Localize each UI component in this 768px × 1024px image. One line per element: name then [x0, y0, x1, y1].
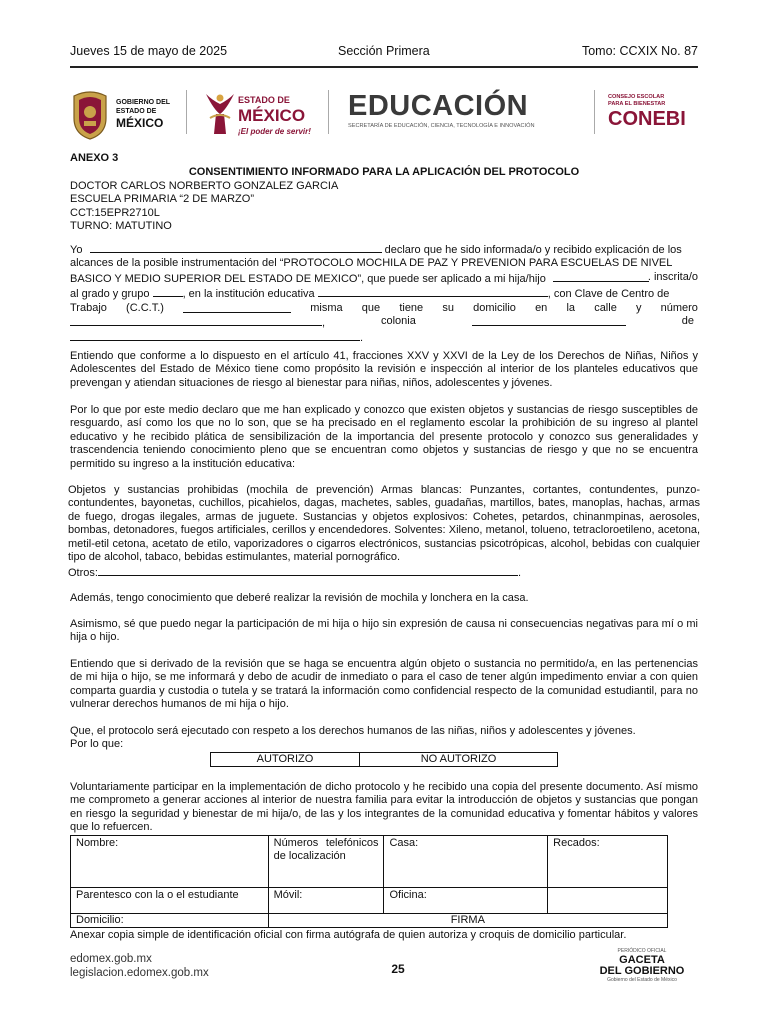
- form-misma: misma: [310, 301, 343, 314]
- conebi-logo: [608, 94, 700, 138]
- conebi-line1: CONSEJO ESCOLAR: [608, 94, 665, 100]
- student-name-field[interactable]: [553, 271, 649, 282]
- movil-cell[interactable]: Móvil:: [268, 888, 384, 914]
- otros-label: Otros:: [68, 567, 98, 579]
- numeros-cell: Números telefónicos de localización: [268, 836, 384, 888]
- form-colonia: colonia: [381, 315, 416, 328]
- form-en: en: [535, 301, 548, 314]
- prohibited-items-paragraph: [68, 484, 700, 564]
- logo-bar: [70, 84, 700, 144]
- form-que: que: [361, 301, 381, 314]
- edomex-line1: ESTADO DE: [238, 95, 290, 105]
- form-institucion: , en la institución educativa: [182, 288, 315, 301]
- otros-field[interactable]: [98, 565, 518, 576]
- form-cct-abbr: (C.C.T.): [126, 301, 164, 314]
- gaceta-line2: DEL GOBIERNO: [599, 965, 685, 977]
- legal-basis-paragraph: Entiendo que conforme a lo dispuesto en el artículo 41, fracciones XXV y XXVI de la Ley de los Derechos de Niñas, Niños y Adolescentes del Estado de México tiene como propósito la revisión e inspección al interior de los planteles educativos que prevengan y atiendan situaciones de riesgo al bienestar para niñas, niños, adolescentes y jóvenes.: [70, 350, 698, 389]
- form-yo: Yo: [70, 244, 83, 256]
- firma-cell[interactable]: FIRMA: [268, 914, 667, 928]
- authorization-table: [210, 752, 558, 767]
- edomex-line2: MÉXICO: [238, 106, 306, 125]
- form-la: la: [566, 301, 576, 314]
- institution-field[interactable]: [318, 286, 548, 297]
- form-grado: al grado y grupo: [70, 288, 150, 301]
- school-name: ESCUELA PRIMARIA “2 DE MARZO”: [70, 193, 254, 206]
- header-section: Sección Primera: [338, 44, 430, 58]
- gaceta-line1: GACETA: [619, 954, 665, 966]
- footer-site1[interactable]: edomex.gob.mx: [70, 953, 152, 965]
- grade-group-field[interactable]: [153, 286, 183, 297]
- form-domicilio: domicilio: [473, 301, 516, 314]
- otros-line: Otros: .: [68, 567, 522, 579]
- conebi-name: CONEBI: [608, 108, 686, 130]
- educacion-subtitle: SECRETARÍA DE EDUCACIÓN, CIENCIA, TECNOLOGÍA E INNOVACIÓN: [348, 123, 535, 129]
- rights-paragraph: Que, el protocolo será ejecutado con respeto a los derechos humanos de las niñas, niños y adolescentes y jóvenes.: [70, 725, 636, 737]
- form-tiene: tiene: [399, 301, 424, 314]
- edomex-logo: [202, 88, 312, 140]
- contact-table: [70, 835, 668, 928]
- form-inscrita: . inscrita/o: [647, 270, 698, 283]
- colonia-field[interactable]: [472, 315, 626, 326]
- por-lo-que: Por lo que:: [70, 738, 124, 750]
- school-turno: TURNO: MATUTINO: [70, 220, 172, 233]
- director-name: DOCTOR CARLOS NORBERTO GONZALEZ GARCIA: [70, 180, 339, 192]
- form-de: de: [681, 315, 694, 328]
- header-divider: [70, 66, 698, 68]
- conebi-line2: PARA EL BIENESTAR: [608, 101, 666, 107]
- parent-name-field[interactable]: [90, 242, 382, 253]
- header-date: Jueves 15 de mayo de 2025: [70, 44, 228, 58]
- form-p1-b: alcances de la posible instrumentación del “PROTOCOLO MOCHILA DE PAZ Y PREVENION PARA ESCUELAS DE NIVEL: [70, 257, 673, 270]
- educacion-logo: [348, 90, 588, 140]
- form-calle: calle: [594, 301, 617, 314]
- cct-field[interactable]: [183, 302, 291, 313]
- voluntary-paragraph: Voluntariamente participar en la implementación de dicho protocolo y he recibido una copia del presente documento. Así mismo me comprometo a generar acciones al interior de nuestra familia para evitar la introducción de objetos y sustancias que pongan en riesgo la seguridad y bienestar de mi hija/o, de las y los integrantes de la comunidad educativa y fomentar hábitos y valores que lo refuercen.: [70, 781, 698, 834]
- page-number: 25: [391, 962, 405, 976]
- annex-label: ANEXO 3: [70, 152, 119, 164]
- gobierno-line1: GOBIERNO DEL: [116, 99, 171, 106]
- oficina-cell[interactable]: Oficina:: [384, 888, 548, 914]
- gaceta-sub: Gobierno del Estado de México: [607, 977, 677, 983]
- gobierno-line3: MÉXICO: [116, 116, 164, 130]
- declaration-paragraph: Por lo que por este medio declaro que me han explicado y conozco que existen objetos y sustancias de riesgo susceptibles de resguardo, así como los que no lo son, que se ha precisado en el reglamento escolar la prohibición de su ingreso al plantel educativo y he recibido plática de sensibilización de la importancia del presente protocolo y conozco sus generalidades y trascendencia teniendo conocimiento pleno que se encuentran como objetos y sustancias de riesgo y que no se encuentra permitido su ingreso a la institución educativa:: [70, 404, 698, 470]
- running-header: [70, 44, 698, 62]
- casa-cell[interactable]: Casa:: [384, 836, 548, 888]
- form-numero: número: [660, 301, 698, 314]
- annex-title: CONSENTIMIENTO INFORMADO PARA LA APLICACIÓN DEL PROTOCOLO: [188, 166, 580, 178]
- school-cct: CCT:15EPR2710L: [70, 206, 160, 219]
- gobierno-logo: [70, 88, 180, 140]
- form-p1-a: declaro que he sido informada/o y recibido explicación de los: [384, 244, 682, 256]
- empty-cell: [548, 888, 668, 914]
- recados-cell[interactable]: Recados:: [548, 836, 668, 888]
- school-info: [70, 180, 338, 234]
- header-volume: Tomo: CCXIX No. 87: [581, 44, 698, 58]
- consent-form: Yo declaro que he sido informada/o y recibido explicación de los alcances de la posible instrumentación del “PROTOCOLO MOCHILA DE PAZ Y PREVENION PARA ESCUELAS DE NIVEL BASICO Y MEDIO SUPERIOR DEL ESTADO DE MEXICO”, que puede ser aplicado a mi hija/hijo . inscrita/o al grado y grupo , en la institución educativa , con Clave de Centro de Trabajo (C.C.T.) misma que tiene su domicilio en la calle y número , colonia de .: [70, 244, 698, 345]
- form-p1-c: BASICO Y MEDIO SUPERIOR DEL ESTADO DE MEXICO”, que puede ser aplicado a mi hija/hijo: [70, 272, 546, 285]
- gaceta-small: PERIÓDICO OFICIAL: [617, 948, 667, 954]
- edomex-slogan: ¡El poder de servir!: [238, 127, 311, 136]
- attachment-note: Anexar copia simple de identificación oficial con firma autógrafa de quien autoriza y croquis de domicilio particular.: [70, 929, 627, 941]
- edomex-figure-icon: [202, 88, 238, 136]
- logo-divider: [186, 90, 187, 134]
- street-field[interactable]: [70, 315, 322, 326]
- logo-divider: [594, 90, 595, 134]
- gaceta-logo: [592, 948, 692, 984]
- review-paragraph: Además, tengo conocimiento que deberé realizar la revisión de mochila y lonchera en la casa.: [70, 592, 529, 604]
- domicilio-cell[interactable]: Domicilio:: [71, 914, 269, 928]
- parentesco-cell[interactable]: Parentesco con la o el estudiante: [71, 888, 269, 914]
- refusal-paragraph: Asimismo, sé que puedo negar la participación de mi hija o hijo sin expresión de causa ni consecuencias negativas para mí o mi hija o hijo.: [70, 618, 698, 644]
- form-clave: , con Clave de Centro de: [547, 288, 670, 301]
- logo-divider: [328, 90, 329, 134]
- autorizo-option[interactable]: AUTORIZO: [211, 753, 360, 767]
- footer-links: [70, 952, 209, 980]
- coat-of-arms-icon: [70, 88, 110, 140]
- form-trabajo: Trabajo: [70, 301, 107, 314]
- form-y: y: [635, 301, 642, 314]
- educacion-title: EDUCACIÓN: [348, 90, 529, 122]
- municipality-field[interactable]: [70, 330, 360, 341]
- prohibited-items-text: Objetos y sustancias prohibidas (mochila de prevención) Armas blancas: Punzantes, cortantes, contundentes, punzo-contundentes, bayonetas, cuchillos, picahielos, dagas, machetes, sables, guadañas, martillos, bates, manoplas, hachas, armas de fuego, drogas ilegales, armas de juguete. Sustancias y objetos explosivos: Cohetes, petardos, chinanmpinas, aerosoles, bombas, detonadores, fuegos artificiales, cerillos y encendedores. Solventes: Xileno, metanol, tolueno, tetracloroetileno, acetona, metil-etil cetona, acetato de etilo, vaporizadores o cigarros electrónicos, sustancias psicotrópicas, alcohol, bebidas con cualquier tipo de alcohol, tabaco, bebidas estimulantes, material pornográfico.: [68, 484, 700, 564]
- form-su: su: [442, 301, 454, 314]
- notification-paragraph: Entiendo que si derivado de la revisión que se haga se encuentra algún objeto o sustancia no permitido/a, en las pertenencias de mi hija o hijo, se me informará y debo de acudir de inmediato o para el caso de tener algún impedimento enviar a con quien comparta guardia y custodia o tutela y se tratará la información como confidencial respecto de la comunidad estudiantil, para no vulnerar derechos humanos de mi hija o hijo.: [70, 658, 698, 711]
- footer-site2[interactable]: legislacion.edomex.gob.mx: [70, 967, 209, 979]
- gobierno-line2: ESTADO DE: [116, 108, 157, 115]
- no-autorizo-option[interactable]: NO AUTORIZO: [360, 753, 558, 767]
- nombre-cell[interactable]: Nombre:: [71, 836, 269, 888]
